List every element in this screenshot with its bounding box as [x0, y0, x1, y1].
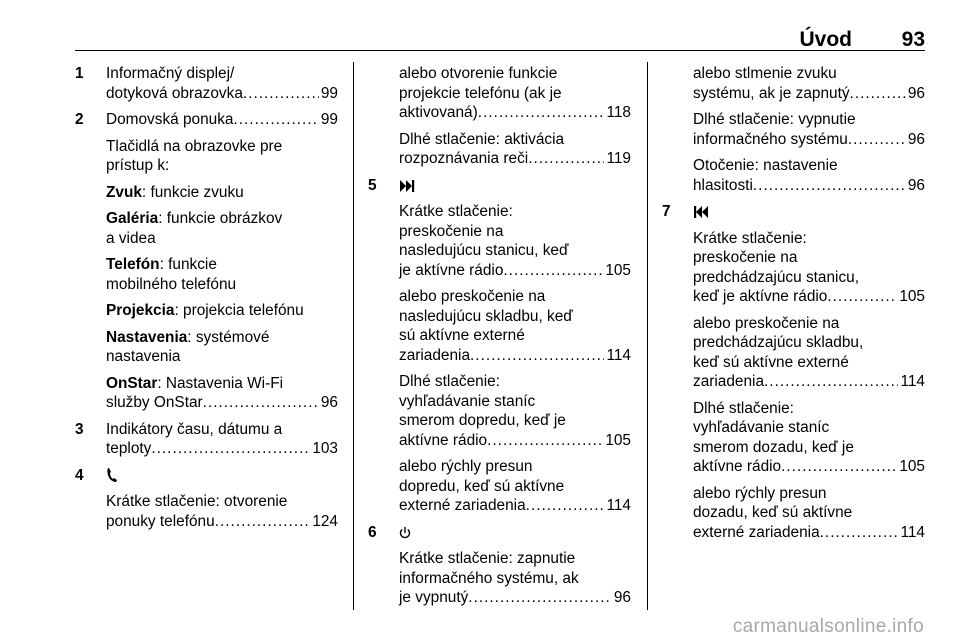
toc-line: Domovská ponuka ..... 99	[106, 110, 338, 130]
page-ref[interactable]: 99	[320, 84, 338, 102]
item-number: 6	[368, 523, 377, 541]
list-item-3	[75, 420, 338, 459]
page-ref[interactable]: 124	[312, 512, 338, 530]
item-text: Galéria: funkcie obrázkov a videa	[106, 210, 283, 247]
toc-line: dotyková obrazovka ..... 99	[106, 84, 338, 104]
column-1	[75, 64, 338, 538]
page-ref[interactable]: 105	[899, 458, 925, 475]
item-number: 3	[75, 420, 84, 438]
toc-line: rozpoznávania reči ..... 119	[399, 149, 631, 169]
toc-line: hlasitosti ..... 96	[693, 176, 925, 196]
item-number: 1	[75, 65, 84, 82]
item-text: Krátke stlačenie: zapnutie informačného systému, ak je vypnutý ..... 96	[399, 549, 631, 608]
list-item-7	[662, 202, 925, 542]
column-divider-1	[353, 62, 354, 610]
column-2	[368, 64, 631, 615]
item-text: Dlhé stlačenie: vypnutie informačného systému ..... 96	[693, 110, 925, 149]
list-item-6	[368, 523, 631, 608]
column-divider-2	[647, 62, 648, 610]
toc-line: aktívne rádio ..... 105	[399, 431, 631, 451]
item-text: Informačný displej/	[106, 65, 235, 82]
item-text: Tlačidlá na obrazovke pre prístup k:	[106, 137, 283, 174]
column-3	[662, 64, 925, 549]
item-text: Otočenie: nastavenie hlasitosti ..... 96	[693, 156, 925, 195]
previous-track-icon	[693, 202, 709, 222]
item-number: 7	[662, 203, 671, 220]
page-ref[interactable]: 119	[606, 150, 631, 167]
power-icon	[399, 523, 411, 543]
toc-line: informačného systému ..... 96	[693, 130, 925, 150]
header-rule	[75, 50, 925, 51]
page-ref[interactable]: 99	[320, 111, 338, 128]
toc-line: ponuky telefónu ..... 124	[106, 512, 338, 532]
list-item-1	[75, 64, 338, 103]
next-track-icon	[399, 176, 415, 196]
page-number: 93	[901, 28, 925, 51]
item-text: OnStar: Nastavenia Wi-Fi služby OnStar ..... 96	[106, 374, 338, 413]
toc-line: služby OnStar ..... 96	[106, 393, 338, 413]
item-text: alebo stlmenie zvuku systému, ak je zapnutý ..... 96	[693, 64, 925, 103]
item-text: Indikátory času, dátumu a	[106, 420, 283, 438]
watermark-text: carmanualsonline.info	[732, 616, 924, 637]
page-ref[interactable]: 105	[605, 261, 631, 279]
page-ref[interactable]: 114	[606, 346, 631, 364]
page-ref[interactable]: 96	[320, 394, 338, 411]
page-ref[interactable]: 96	[907, 84, 925, 102]
toc-line: externé zariadenia ..... 114	[693, 523, 925, 543]
item-text: Krátke stlačenie: preskočenie na predchádzajúcu stanicu, keď je aktívne rádio ..... 105	[693, 229, 925, 307]
page-ref[interactable]: 114	[606, 497, 631, 514]
page-ref[interactable]: 105	[605, 431, 631, 449]
item-text: Projekcia: projekcia telefónu	[106, 302, 304, 319]
item-text: Telefón: funkcie mobilného telefónu	[106, 256, 237, 293]
toc-line: systému, ak je zapnutý ..... 96	[693, 84, 925, 104]
item-number: 4	[75, 466, 84, 484]
toc-line: keď je aktívne rádio ..... 105	[693, 287, 925, 307]
item-text: alebo rýchly presun dopredu, keď sú aktívne externé zariadenia ..... 114	[399, 457, 631, 516]
page-ref[interactable]: 114	[900, 373, 925, 390]
toc-line: aktivovaná) ..... 118	[399, 103, 631, 123]
page-ref[interactable]: 96	[613, 589, 631, 606]
page-header	[0, 28, 960, 58]
phone-icon	[106, 466, 118, 486]
list-item-4	[75, 466, 338, 532]
item-text: Krátke stlačenie: preskočenie na nasledujúcu stanicu, keď je aktívne rádio ..... 105	[399, 202, 631, 280]
item-text: Dlhé stlačenie: aktivácia rozpoznávania reči ..... 119	[399, 130, 631, 169]
item-text: alebo rýchly presun dozadu, keď sú aktívne externé zariadenia ..... 114	[693, 484, 925, 543]
item-text: Zvuk: funkcie zvuku	[106, 183, 244, 201]
list-item-2	[75, 110, 338, 413]
page-ref[interactable]: 103	[312, 440, 338, 457]
toc-line: je aktívne rádio ..... 105	[399, 261, 631, 281]
page-title: Úvod	[799, 28, 852, 51]
item-text: Nastavenia: systémové nastavenia	[106, 328, 270, 365]
page-ref[interactable]: 118	[606, 104, 631, 121]
list-item-5	[368, 176, 631, 516]
page-ref[interactable]: 105	[899, 288, 925, 305]
item-text: alebo preskočenie na predchádzajúcu skladbu, keď sú aktívne externé zariadenia ..... 114	[693, 314, 925, 392]
item-text: Krátke stlačenie: otvorenie	[106, 493, 288, 510]
toc-line: zariadenia ..... 114	[399, 346, 631, 366]
item-number: 2	[75, 111, 84, 128]
item-number: 5	[368, 176, 377, 194]
toc-line: zariadenia ..... 114	[693, 372, 925, 392]
page-ref[interactable]: 96	[907, 130, 925, 148]
toc-line: aktívne rádio ..... 105	[693, 457, 925, 477]
toc-line: externé zariadenia ..... 114	[399, 496, 631, 516]
item-text: Dlhé stlačenie: vyhľadávanie staníc smerom dopredu, keď je aktívne rádio ..... 105	[399, 372, 631, 450]
page-ref[interactable]: 114	[900, 523, 925, 541]
item-text: alebo otvorenie funkcie projekcie telefónu (ak je aktivovaná) ..... 118	[399, 64, 631, 123]
toc-line: je vypnutý ..... 96	[399, 588, 631, 608]
item-text: Dlhé stlačenie: vyhľadávanie staníc smerom dozadu, keď je aktívne rádio ..... 105	[693, 399, 925, 477]
toc-line: teploty ..... 103	[106, 439, 338, 459]
item-text: alebo preskočenie na nasledujúcu skladbu, keď sú aktívne externé zariadenia ..... 114	[399, 287, 631, 365]
page-ref[interactable]: 96	[907, 176, 925, 194]
